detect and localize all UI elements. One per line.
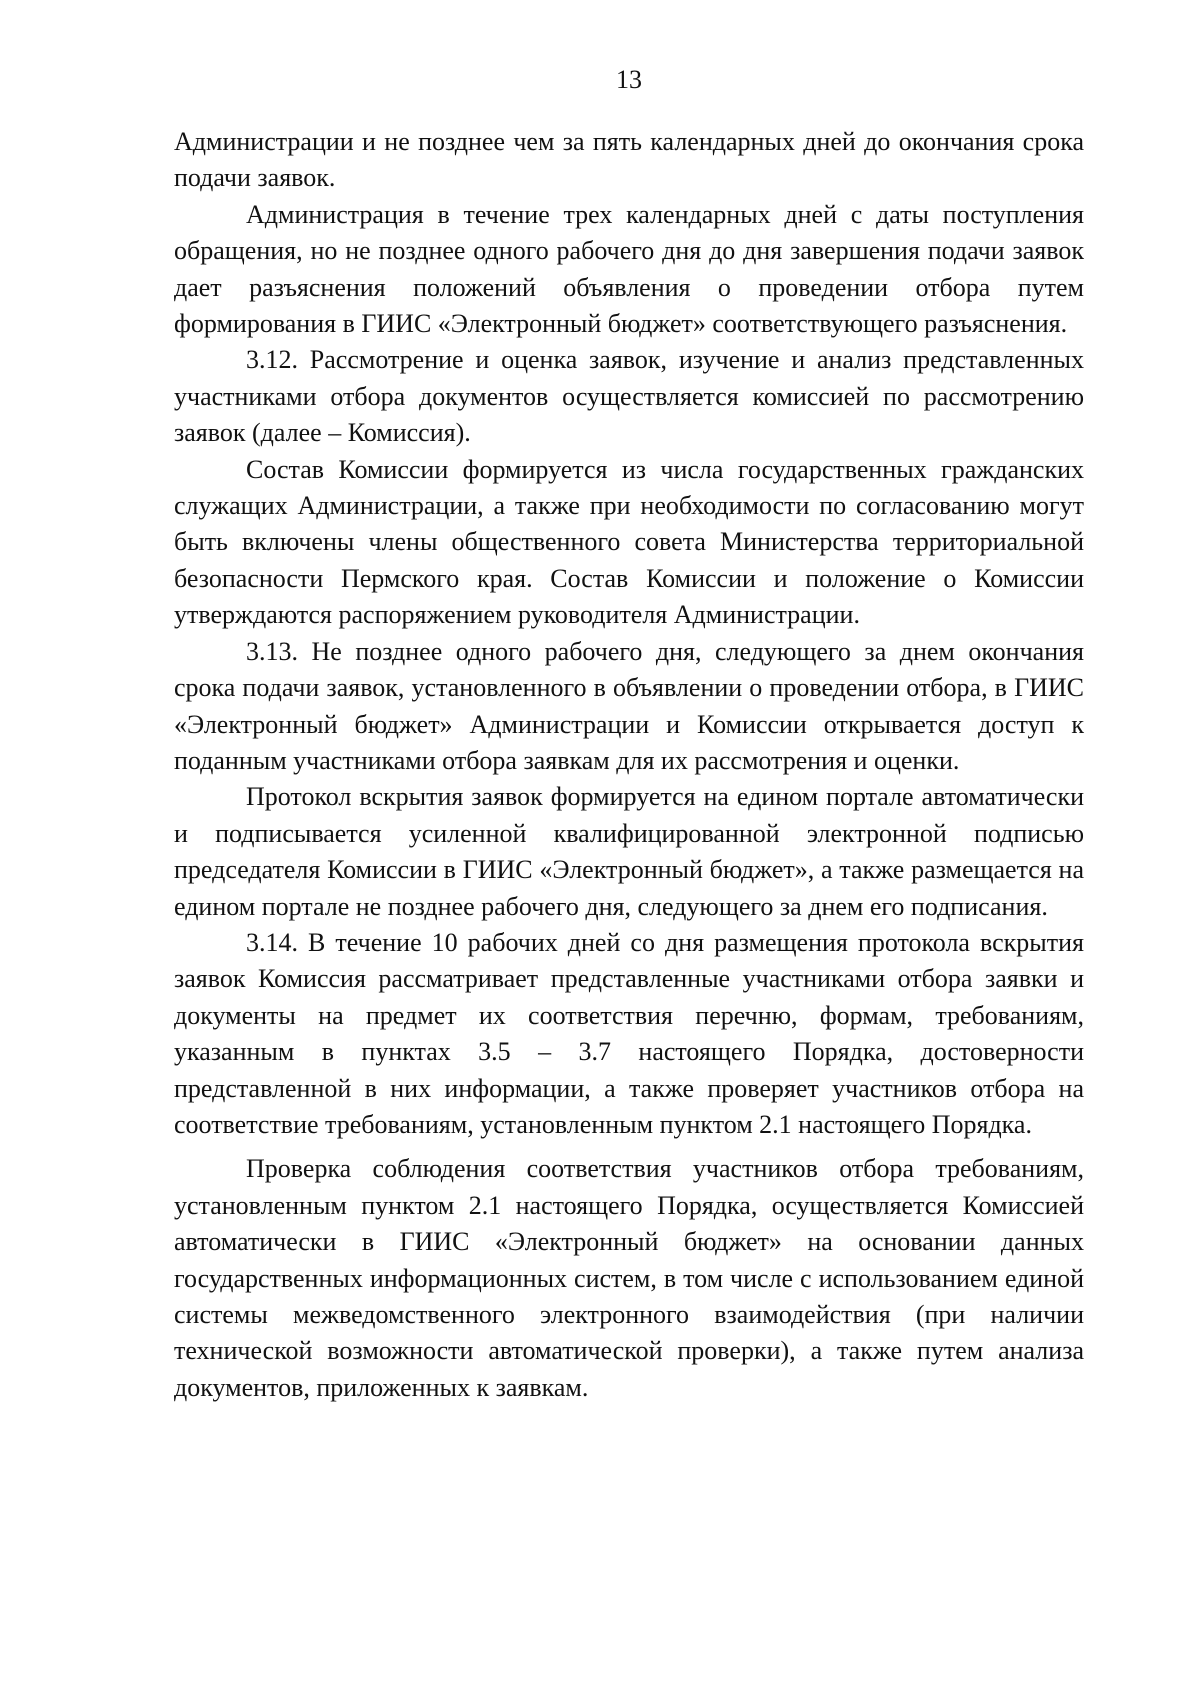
paragraph-3-14: 3.14. В течение 10 рабочих дней со дня размещения протокола вскрытия заявок Комиссия рассматривает представленные участниками отбора заявки и документы на предмет их соответствия перечню, формам, требованиям, указанным в пунктах 3.5 – 3.7 настоящего Порядка, достоверности представленной в них информации, а также проверяет участников отбора на соответствие требованиям, установленным пунктом 2.1 настоящего Порядка. <box>174 927 1084 1139</box>
paragraph-compliance-check: Проверка соблюдения соответствия участников отбора требованиям, установленным пунктом 2.1 настоящего Порядка, осуществляется Комиссией автоматически в ГИИС «Электронный бюджет» на основании данных государственных информационных систем, в том числе с использованием единой системы межведомственного электронного взаимодействия (при наличии технической возможности автоматической проверки), а также путем анализа документов, приложенных к заявкам. <box>174 1154 1084 1402</box>
paragraph-3-12: 3.12. Рассмотрение и оценка заявок, изучение и анализ представленных участниками отбора документов осуществляется комиссией по рассмотрению заявок (далее – Комиссия). <box>174 345 1084 448</box>
paragraph-commission-composition: Состав Комиссии формируется из числа государственных гражданских служащих Администрации, а также при необходимости по согласованию могут быть включены члены общественного совета Министерства территориальной безопасности Пермского края. Состав Комиссии и положение о Комиссии утверждаются распоряжением руководителя Администрации. <box>174 454 1084 630</box>
paragraph-opening-protocol: Протокол вскрытия заявок формируется на едином портале автоматически и подписывается усиленной квалифицированной электронной подписью председателя Комиссии в ГИИС «Электронный бюджет», а также размещается на едином портале не позднее рабочего дня, следующего за днем его подписания. <box>174 782 1084 921</box>
paragraph-continuation: Администрации и не позднее чем за пять календарных дней до окончания срока подачи заявок. <box>174 127 1084 193</box>
page-number: 13 <box>616 65 642 94</box>
paragraph-clarification: Администрация в течение трех календарных дней с даты поступления обращения, но не позднее одного рабочего дня до дня завершения подачи заявок дает разъяснения положений объявления о проведении отбора путем формирования в ГИИС «Электронный бюджет» соответствующего разъяснения. <box>174 199 1084 339</box>
document-body <box>174 124 1084 1406</box>
paragraph-3-13: 3.13. Не позднее одного рабочего дня, следующего за днем окончания срока подачи заявок, установленного в объявлении о проведении отбора, в ГИИС «Электронный бюджет» Администрации и Комиссии открывается доступ к поданным участниками отбора заявкам для их рассмотрения и оценки. <box>174 636 1084 775</box>
